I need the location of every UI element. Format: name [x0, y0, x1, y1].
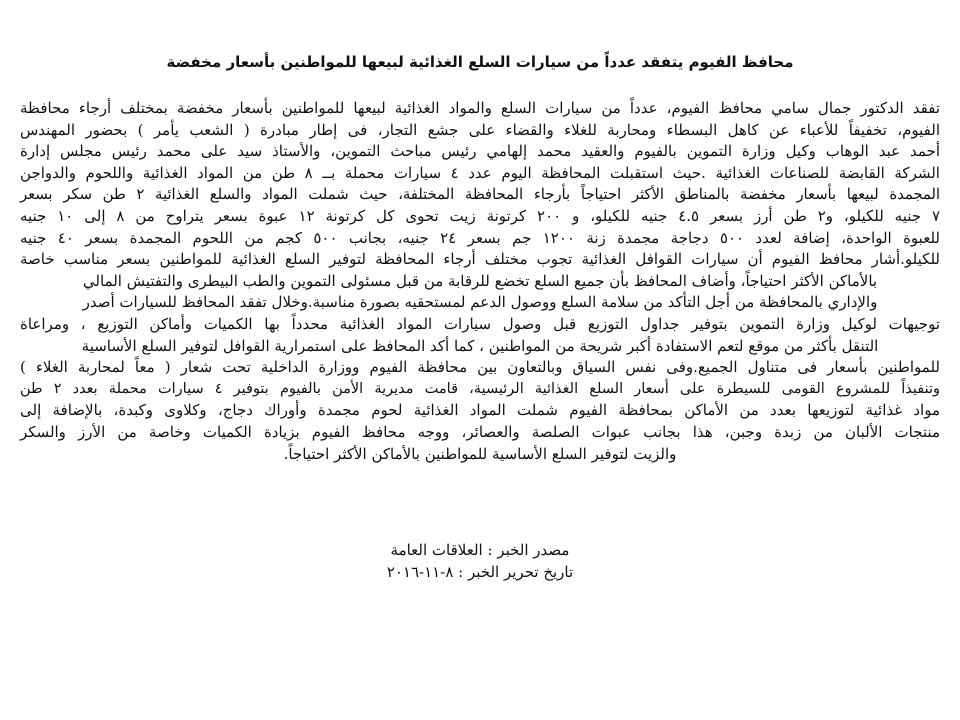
- body-line: للمواطنين بأسعار فى متناول الجميع.وفى نفس السياق وبالتعاون بين محافظة الفيوم ووزارة الداخلية تحت شعار ( معاً لمحاربة الغلاء ): [20, 358, 940, 377]
- date-line: تاريخ تحرير الخبر : ٨-١١-٢٠١٦: [386, 562, 574, 581]
- body-line: تفقد الدكتور جمال سامي محافظ الفيوم، عدداً من سيارات السلع والمواد الغذائية لبيعها للمواطنين بأسعار مخفضة بمختلف أرجاء محافظة: [20, 99, 940, 117]
- body-line: بالأماكن الأكثر احتياجاً، وأضاف المحافظ بأن جميع السلع تخضع للرقابة من قبل مسئولى التموين والطب البيطرى والتفتيش المالي: [82, 271, 878, 290]
- body-line: المجمدة لبيعها بأسعار مخفضة بالمناطق الأكثر احتياجاً بأرجاء المحافظة المختلفة، حيث شملت المواد والسلع الغذائية ٢ طن سكر بسعر: [20, 186, 940, 204]
- body-line: ٧ جنيه للكيلو، و٢ طن أرز بسعر ٤.٥ جنيه للكيلو، و ٢٠٠ كرتونة زيت تحوى كل كرتونة ١٢ عبوة بسعر يتراوح من ٨ إلى ١٠ جنيه: [20, 206, 940, 225]
- body-line: توجيهات لوكيل وزارة التموين بتوفير جداول التوزيع قبل وصول سيارات المواد الغذائية محدداً بها الكميات وأماكن التوزيع ، ومراعاة: [20, 314, 940, 333]
- body-line: الشركة القابضة للصناعات الغذائية .حيث استقبلت المحافظة اليوم عدد ٤ سيارات محملة بــ ٨ طن من المواد الغذائية واللحوم والدواجن: [20, 163, 940, 182]
- article-body: [20, 98, 940, 465]
- news-document: [20, 0, 940, 720]
- body-line: والزيت لتوفير السلع الأساسية للمواطنين بالأماكن الأكثر احتياجاً.: [283, 444, 677, 463]
- body-line: للكيلو.أشار محافظ الفيوم أن سيارات القوافل الغذائية تجوب مختلف أرجاء المحافظة لتوفير السلع الغذائية للمواطنين بسعر مناسب خاصة: [20, 250, 940, 269]
- body-line: مواد غذائية لتوزيعها بعدد من الأماكن بمحافظة الفيوم شملت المواد الغذائية لحوم مجمدة وأوراك دجاج، وكلاوى وكبدة، بالإضافة إلى: [20, 401, 940, 420]
- body-line: وتنفيذاً للمشروع القومى للسيطرة على أسعار السلع الغذائية الرئيسية، قامت مديرية الأمن بالفيوم بتوفير ٤ سيارات محملة بعدد ٢ طن: [20, 380, 940, 397]
- body-line: والإداري بالمحافظة من أجل التأكد من سلامة السلع ووصول الدعم لمستحقيه بصورة مناسبة.وخلال تفقد المحافظ للسيارات أصدر: [82, 293, 878, 312]
- source-line: مصدر الخبر : العلاقات العامة: [390, 541, 570, 559]
- body-line: أحمد عبد الوهاب وكيل وزارة التموين بالفيوم والعقيد محمد إلهامي رئيس مباحث التموين، والأستاذ سيد على محمد رئيس مجلس إدارة: [20, 142, 940, 161]
- body-line: منتجات الألبان من زبدة وجبن، هذا بجانب عبوات الصلصة والعصائر، ووجه محافظ الفيوم بزيادة الكميات وخاصة من الأرز والسكر: [20, 422, 940, 441]
- article-footer: [20, 540, 940, 583]
- body-line: التنقل بأكثر من موقع لتعم الاستفادة أكبر شريحة من المواطنين ، كما أكد المحافظ على استمرارية القوافل لتوفير السلع الأساسية: [81, 336, 879, 355]
- body-line: للعبوة الواحدة، إضافة لعدد ٥٠٠ دجاجة مجمدة زنة ١٢٠٠ جم بسعر ٢٤ جنيه، بجانب ٥٠٠ كجم من اللحوم المجمدة بسعر ٤٠ جنيه: [20, 228, 940, 247]
- body-line: الفيوم، تخفيفاً للأعباء عن كاهل البسطاء ومحاربة للغلاء والقضاء على جشع التجار، فى إطار مبادرة ( الشعب يأمر ) بحضور المهندس: [20, 120, 940, 139]
- article-title: محافظ الفيوم يتفقد عدداً من سيارات السلع الغذائية لبيعها للمواطنين بأسعار مخفضة: [166, 53, 794, 71]
